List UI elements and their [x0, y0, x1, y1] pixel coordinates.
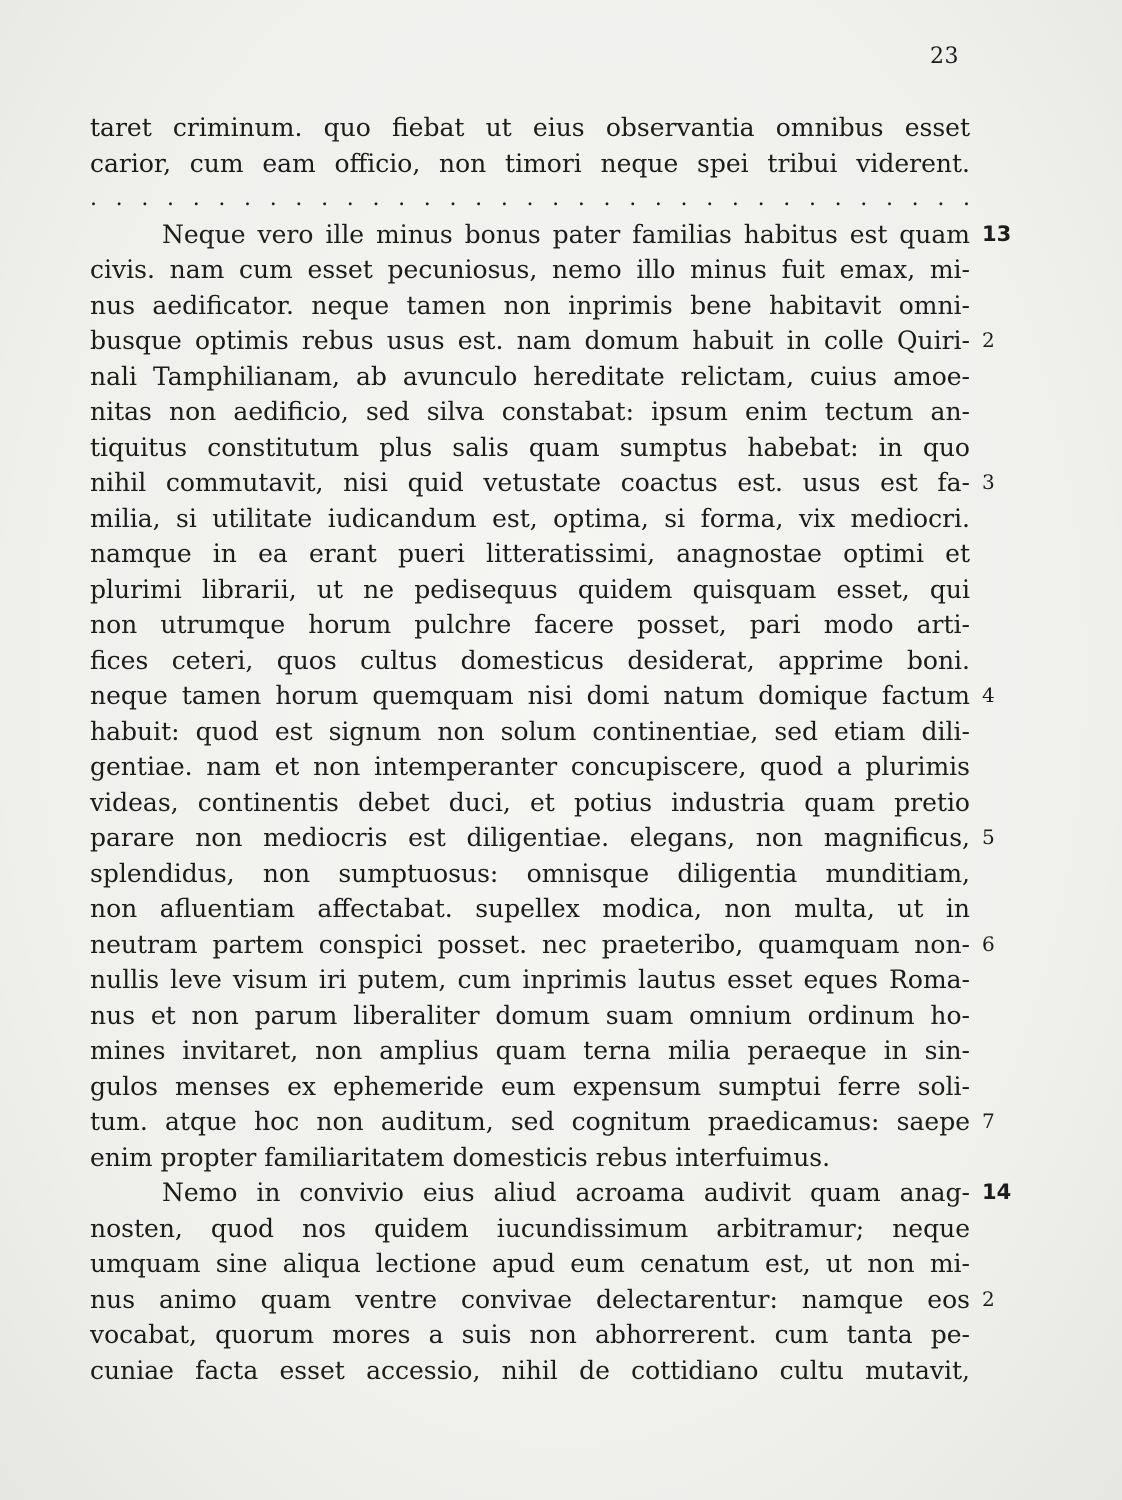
- section-number: 6: [982, 931, 995, 956]
- line-text: nus animo quam ventre convivae delectarentur: namque eos: [90, 1284, 970, 1314]
- text-line: [90, 1033, 970, 1069]
- line-text: neutram partem conspici posset. nec praeteribo, quamquam non-: [90, 929, 970, 959]
- line-text: tum. atque hoc non auditum, sed cognitum praedicamus: saepe: [90, 1107, 970, 1136]
- text-line: [90, 607, 970, 643]
- section-number: 7: [982, 1109, 995, 1133]
- text-line: [90, 927, 995, 963]
- chapter-number: 13: [982, 221, 1012, 246]
- line-text: non afluentiam affectabat. supellex modica, non multa, ut in: [90, 894, 970, 923]
- text-line: [90, 1140, 970, 1176]
- text-line: [90, 891, 970, 927]
- line-text: . . . . . . . . . . . . . . . . . . . . . . . . . . . . . . . . . . .: [90, 186, 970, 211]
- text-line: [90, 962, 970, 998]
- line-text: taret criminum. quo fiebat ut eius observantia omnibus esset: [90, 113, 970, 142]
- body-text: [90, 110, 1012, 1388]
- line-text: nali Tamphilianam, ab avunculo hereditate relictam, cuius amoe-: [90, 361, 970, 391]
- text-line: [90, 252, 970, 288]
- text-line: [90, 1246, 970, 1282]
- line-text: Neque vero ille minus bonus pater familias habitus est quam: [162, 219, 970, 249]
- line-text: nus aedificator. neque tamen non inprimis bene habitavit omni-: [90, 290, 970, 320]
- text-line: [90, 1175, 1012, 1211]
- text-line: [90, 1069, 970, 1105]
- line-text: milia, si utilitate iudicandum est, optima, si forma, vix mediocri.: [90, 503, 970, 533]
- line-text: civis. nam cum esset pecuniosus, nemo illo minus fuit emax, mi-: [90, 255, 970, 284]
- text-line: [90, 110, 970, 146]
- line-text: umquam sine aliqua lectione apud eum cenatum est, ut non mi-: [90, 1249, 970, 1278]
- line-text: neque tamen horum quemquam nisi domi natum domique factum: [90, 681, 970, 710]
- text-line: [90, 217, 1012, 253]
- text-line: [90, 1282, 995, 1318]
- line-text: nosten, quod nos quidem iucundissimum arbitramur; neque: [90, 1213, 970, 1243]
- text-line: [90, 572, 970, 608]
- line-text: nihil commutavit, nisi quid vetustate coactus est. usus est fa-: [90, 468, 970, 497]
- line-text: fices ceteri, quos cultus domesticus desiderat, apprime boni.: [90, 645, 970, 675]
- section-number: 4: [982, 683, 995, 707]
- line-text: gulos menses ex ephemeride eum expensum sumptui ferre soli-: [90, 1071, 970, 1101]
- line-text: gentiae. nam et non intemperanter concupiscere, quod a plurimis: [90, 752, 970, 781]
- text-line: [90, 288, 970, 324]
- text-line: [90, 359, 970, 395]
- line-text: videas, continentis debet duci, et potius industria quam pretio: [90, 787, 970, 817]
- text-line: [90, 501, 970, 537]
- line-text: nullis leve visum iri putem, cum inprimis lautus esset eques Roma-: [90, 965, 970, 994]
- text-line: [90, 820, 995, 856]
- text-line: [90, 1353, 970, 1389]
- text-line: [90, 714, 970, 750]
- text-line: [90, 1104, 995, 1140]
- line-text: nus et non parum liberaliter domum suam omnium ordinum ho-: [90, 1000, 970, 1030]
- text-line: [90, 643, 970, 679]
- page-number: 23: [930, 44, 959, 69]
- section-number: 2: [982, 328, 995, 352]
- text-line: [90, 1211, 970, 1247]
- text-line: [90, 998, 970, 1034]
- line-text: carior, cum eam officio, non timori neque spei tribui viderent.: [90, 148, 970, 178]
- text-line: [90, 146, 970, 182]
- ellipsis-line: [90, 181, 970, 217]
- line-text: busque optimis rebus usus est. nam domum habuit in colle Quiri-: [90, 326, 970, 355]
- line-text: habuit: quod est signum non solum continentiae, sed etiam dili-: [90, 716, 970, 746]
- line-text: enim propter familiaritatem domesticis rebus interfuimus.: [90, 1142, 831, 1172]
- line-text: Nemo in convivio eius aliud acroama audivit quam anag-: [162, 1178, 970, 1207]
- text-line: [90, 856, 970, 892]
- section-number: 5: [982, 825, 995, 849]
- line-text: plurimi librarii, ut ne pedisequus quidem quisquam esset, qui: [90, 574, 970, 604]
- text-line: [90, 678, 995, 714]
- line-text: cuniae facta esset accessio, nihil de cottidiano cultu mutavit,: [90, 1355, 970, 1385]
- text-line: [90, 536, 970, 572]
- line-text: splendidus, non sumptuosus: omnisque diligentia munditiam,: [90, 858, 970, 888]
- line-text: mines invitaret, non amplius quam terna milia peraeque in sin-: [90, 1036, 970, 1065]
- line-text: vocabat, quorum mores a suis non abhorrerent. cum tanta pe-: [90, 1320, 970, 1349]
- text-line: [90, 394, 970, 430]
- section-number: 2: [982, 1286, 995, 1311]
- text-line: [90, 465, 995, 501]
- line-text: non utrumque horum pulchre facere posset, pari modo arti-: [90, 610, 970, 639]
- text-line: [90, 323, 995, 359]
- line-text: parare non mediocris est diligentiae. elegans, non magnificus,: [90, 823, 970, 852]
- section-number: 3: [982, 470, 995, 494]
- line-text: nitas non aedificio, sed silva constabat: ipsum enim tectum an-: [90, 397, 970, 426]
- text-line: [90, 1317, 970, 1353]
- text-line: [90, 749, 970, 785]
- chapter-number: 14: [982, 1180, 1012, 1204]
- line-text: tiquitus constitutum plus salis quam sumptus habebat: in quo: [90, 432, 970, 462]
- text-line: [90, 785, 970, 821]
- line-text: namque in ea erant pueri litteratissimi, anagnostae optimi et: [90, 539, 970, 568]
- text-line: [90, 430, 970, 466]
